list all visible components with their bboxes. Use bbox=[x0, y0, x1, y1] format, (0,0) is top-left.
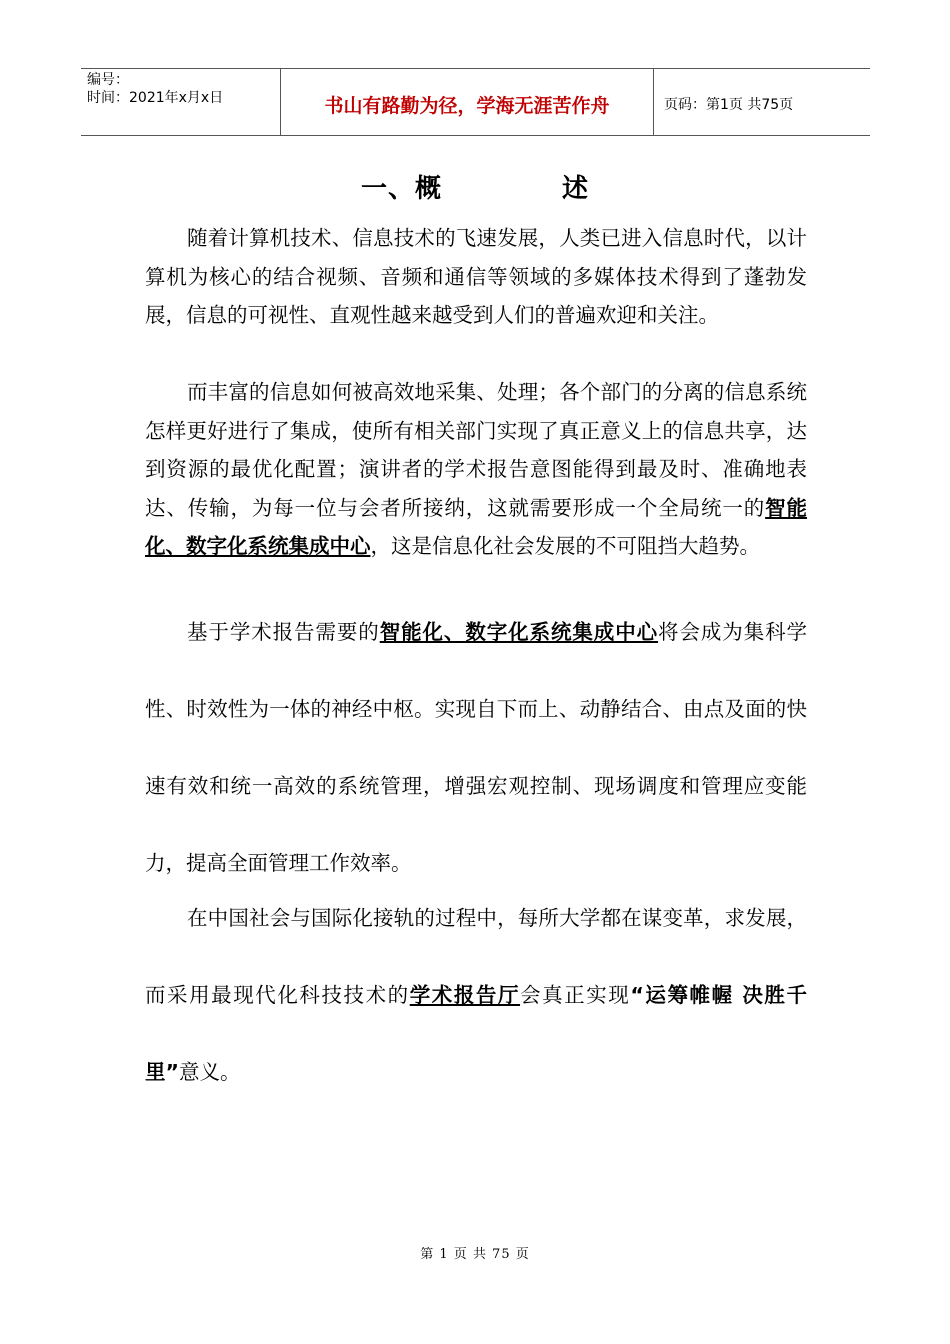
paragraph-3-text-b: 将会成为集科学性、时效性为一体的神经中枢。实现自下而上、动静结合、由点及面的快速有效和统一高效的系统管理，增强宏观控制、现场调度和管理应变能力，提高全面管理工作效率。 bbox=[145, 620, 808, 875]
paragraph-3-text-a: 基于学术报告需要的 bbox=[187, 620, 380, 644]
paragraph-4-text-c: 意义。 bbox=[178, 1060, 241, 1084]
paragraph-2-highlight: 智能化、数字化系统集成中心 bbox=[145, 495, 808, 559]
paragraph-3 bbox=[145, 594, 807, 902]
header-meta-cell bbox=[81, 69, 281, 135]
paragraph-2-text-a: 而丰富的信息如何被高效地采集、处理；各个部门的分离的信息系统怎样更好进行了集成，使所有相关部门实现了真正意义上的信息共享，达到资源的最优化配置；演讲者的学术报告意图能得到最及时、准确地表达、传输，为每一位与会者所接纳，这就需要形成一个全局统一的 bbox=[145, 380, 807, 520]
header-motto-cell bbox=[281, 69, 654, 135]
document-number-label: 编号： bbox=[87, 72, 129, 88]
paragraph-4-text-b: 会真正实现 bbox=[520, 983, 631, 1007]
page-footer bbox=[0, 1243, 950, 1262]
paragraph-3-highlight: 智能化、数字化系统集成中心 bbox=[379, 620, 659, 644]
header-motto: 书山有路勤为径，学海无涯苦作舟 bbox=[324, 94, 610, 117]
paragraph-2 bbox=[145, 373, 807, 566]
paragraph-1 bbox=[145, 219, 807, 335]
section-title-part2: 述 bbox=[562, 174, 590, 204]
section-title bbox=[0, 168, 950, 205]
header-page-info: 页码：第1页 共75页 bbox=[664, 97, 794, 113]
paragraph-2-text-b: ，这是信息化社会发展的不可阻挡大趋势。 bbox=[370, 534, 760, 559]
paragraph-4-highlight: 学术报告厅 bbox=[409, 983, 521, 1007]
paragraph-4-quote: “运筹帷幄 决胜千里” bbox=[145, 983, 807, 1084]
header-page-cell bbox=[654, 69, 870, 135]
paragraph-4-text-a: 在中国社会与国际化接轨的过程中，每所大学都在谋变革，求发展，而采用最现代化科技技术的 bbox=[145, 906, 807, 1007]
paragraph-1-text: 随着计算机技术、信息技术的飞速发展，人类已进入信息时代，以计算机为核心的结合视频、音频和通信等领域的多媒体技术得到了蓬勃发展，信息的可视性、直观性越来越受到人们的普遍欢迎和关注。 bbox=[145, 226, 807, 328]
section-title-part1: 一、概 bbox=[360, 174, 442, 204]
footer-page-number: 第 1 页 共 75 页 bbox=[420, 1247, 530, 1262]
document-date-label: 时间：2021年x月x日 bbox=[87, 90, 224, 106]
paragraph-4 bbox=[145, 880, 807, 1111]
header-table bbox=[81, 68, 870, 136]
